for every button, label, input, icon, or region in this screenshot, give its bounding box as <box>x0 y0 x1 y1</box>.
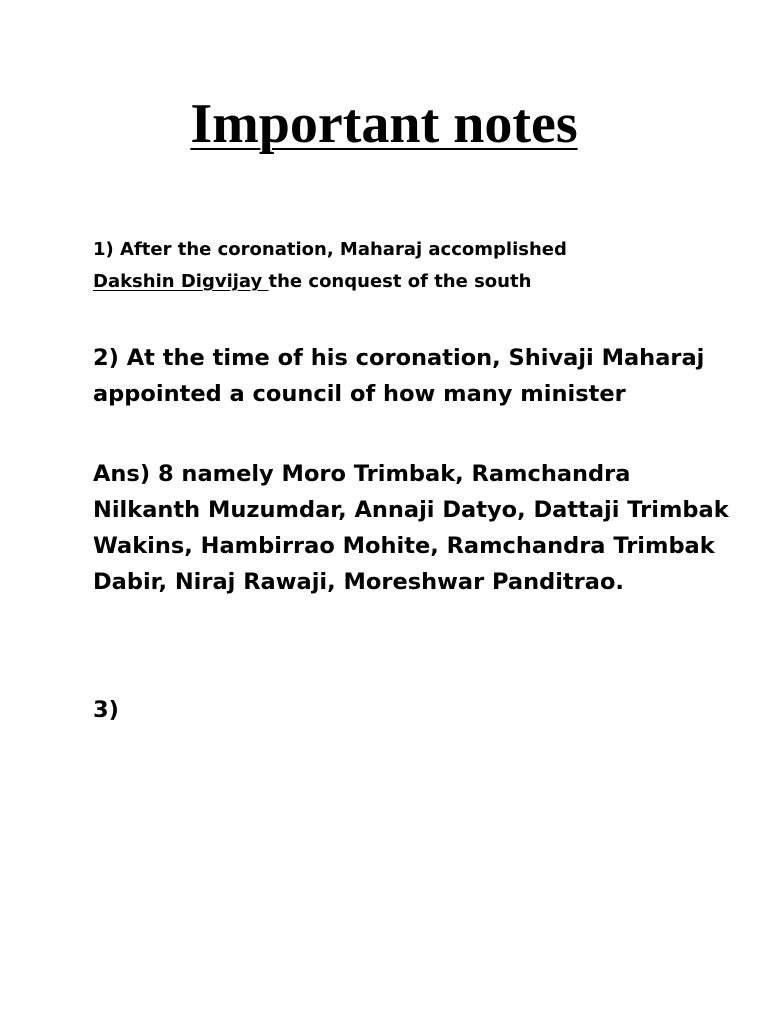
note-1 <box>93 234 733 298</box>
page-title-text: Important notes <box>190 93 578 155</box>
note-1-suffix: the conquest of the south <box>268 271 532 292</box>
note-2-answer: Ans) 8 namely Moro Trimbak, Ramchandra Nilkanth Muzumdar, Annaji Datyo, Dattaji Trimbak Wakins, Hambirrao Mohite, Ramchandra Trimbak Dabir, Niraj Rawaji, Moreshwar Panditrao. <box>93 461 729 595</box>
note-2-question: 2) At the time of his coronation, Shivaji Maharaj appointed a council of how many minister <box>93 345 705 407</box>
note-1-text: 1) After the coronation, Maharaj accomplished <box>93 239 567 260</box>
note-1-underlined-term: Dakshin Digvijay <box>93 271 269 292</box>
page-title <box>0 88 768 160</box>
note-3: 3) <box>93 697 119 723</box>
